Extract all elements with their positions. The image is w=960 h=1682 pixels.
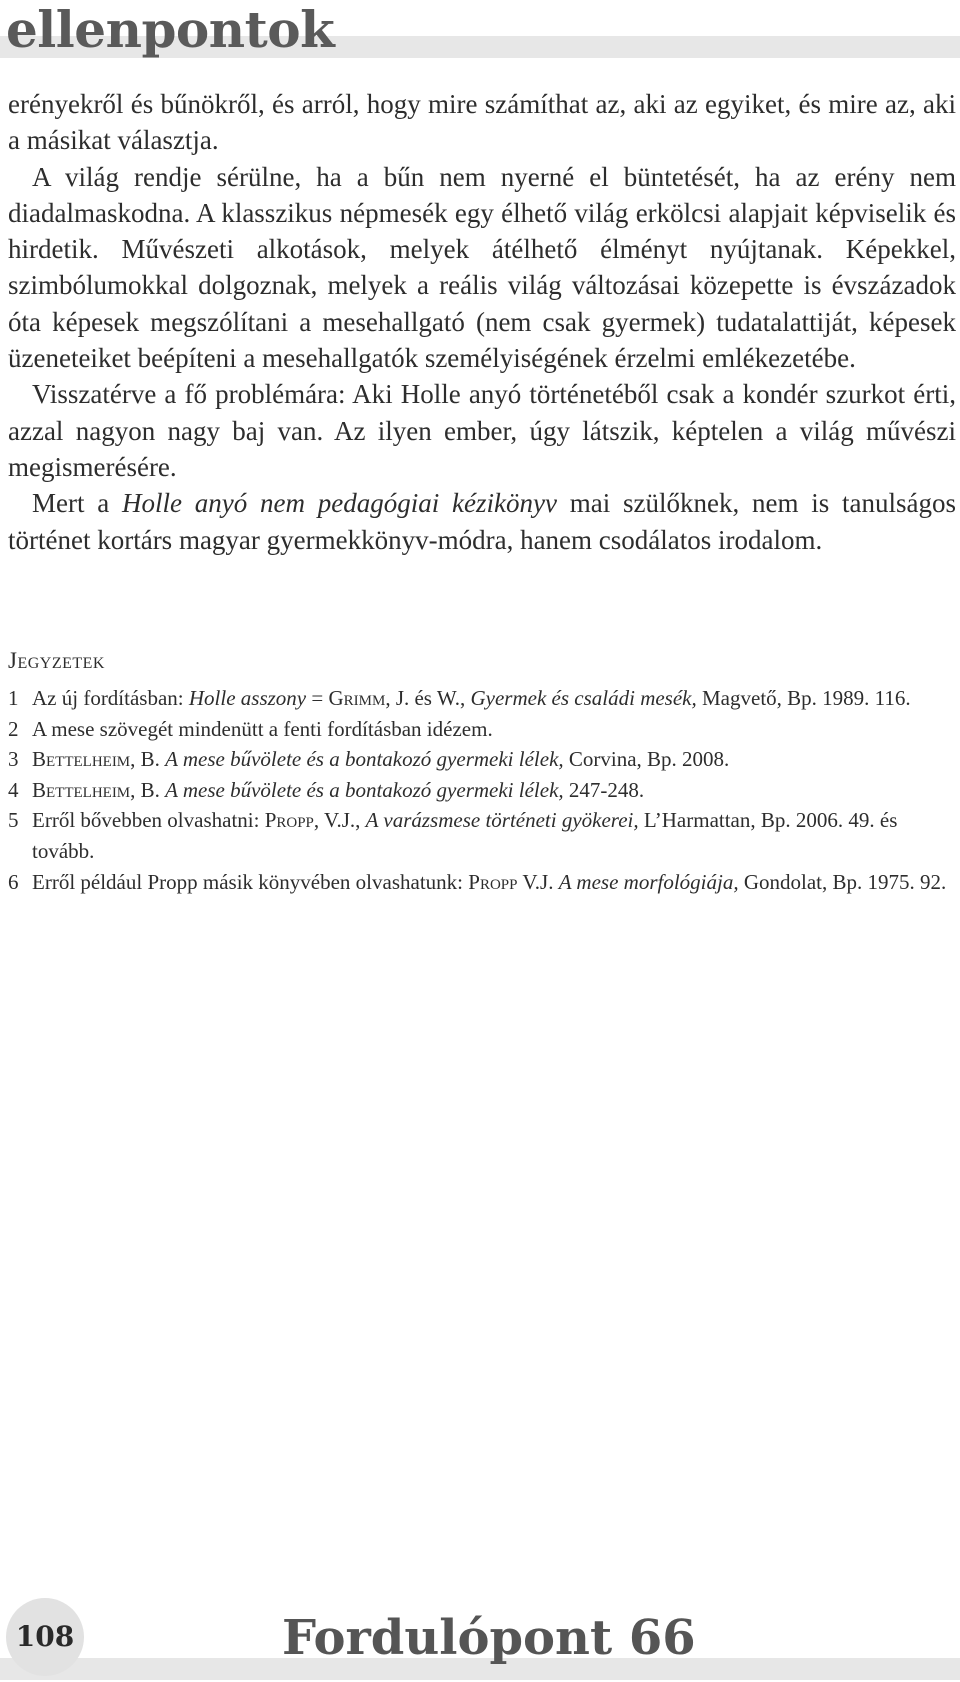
footnote-2 [8,714,956,745]
footnote-title: Gyermek és családi mesék, [470,686,697,710]
article-body [8,86,956,558]
footnote-text: V.J. [517,869,559,894]
paragraph-4 [8,485,956,558]
footnote-number: 3 [8,747,19,772]
footnote-text: Erről bővebben olvashatni: [32,808,265,833]
footnote-1 [8,683,956,714]
footnote-text: , B. [130,747,166,772]
footnote-text: Erről például Propp másik könyvében olvashatunk: [32,869,469,894]
footnote-author: Bettelheim [32,777,131,802]
footnote-author: Grimm [328,686,386,710]
footnote-text: , B. [130,777,166,802]
footnote-4 [8,775,956,806]
footnote-text: Corvina, Bp. 2008. [563,747,730,772]
footnote-title: A mese bűvölete és a bontakozó gyermeki lélek, [165,747,564,772]
footnote-author: Propp [468,869,518,894]
footnote-text: 247-248. [563,777,645,802]
paragraph-1: erényekről és bűnökről, és arról, hogy mire számíthat az, aki az egyiket, és mire az, aki a másikat választja. [8,89,956,156]
paragraph-2: A világ rendje sérülne, ha a bűn nem nyerné el büntetését, ha az erény nem diadalmaskodna. A klasszikus népmesék egy élhető világ erkölcsi alapjait képviselik és hirdetik. Művészeti alkotások, melyek átélhető élményt nyújtanak. Képekkel, szimbólumokkal dolgoznak, melyek a reális világ változásai közepette is évszázadok óta képesek megszólítani a mesehallgató (nem csak gyermek) tudatalattiját, képesek üzeneteiket beépíteni a mesehallgatók személyiségének érzelmi emlékezetébe. [8,161,956,374]
footnote-author: Bettelheim [32,747,131,772]
footnote-3 [8,744,956,775]
footnote-number: 4 [8,777,19,802]
paragraph-4-end: mai szülőknek, nem is tanulságos történet kortárs magyar gyermekkönyv-módra, hanem csodálatos irodalom. [8,488,957,555]
footnote-6 [8,867,956,898]
footnote-title: A mese morfológiája, [558,869,739,894]
footnote-text: L’Harmattan, Bp. 2006. 49. és tovább. [32,808,898,863]
footnote-number: 1 [8,686,19,710]
footnote-author: Propp [264,808,314,833]
footnote-text: , J. és W., [385,686,471,710]
journal-name: Fordulópont 66 [282,1610,696,1666]
footnote-text: Magvető, Bp. 1989. 116. [696,686,911,710]
footnote-5 [8,805,956,866]
paragraph-3: Visszatérve a fő problémára: Aki Holle anyó történetéből csak a kondér szurkot érti, azzal nagyon nagy baj van. Az ilyen ember, úgy látszik, képtelen a világ művészi megismerésére. [8,379,956,482]
footnote-text: Az új fordításban: [32,686,189,710]
footnote-title: A mese bűvölete és a bontakozó gyermeki lélek, [165,777,564,802]
section-title: ellenpontok [6,0,335,59]
footnote-number: 5 [8,808,19,833]
footnotes-list [8,683,956,897]
footnote-number: 2 [8,716,19,741]
footnote-title: Holle asszony [188,686,307,710]
page-number: 108 [15,1620,75,1653]
notes-heading: Jegyzetek [8,648,105,673]
paragraph-4-title: Holle anyó nem pedagógiai kézikönyv [122,488,557,519]
footnote-number: 6 [8,869,19,894]
footnote-text: Gondolat, Bp. 1975. 92. [738,869,947,894]
footnote-text: = [306,686,329,710]
footnote-text: , V.J., [313,808,366,833]
paragraph-4-start: Mert a [32,488,123,519]
footnote-title: A varázsmese történeti gyökerei, [365,808,639,833]
footnote-text: A mese szövegét mindenütt a fenti fordításban idézem. [32,716,493,741]
